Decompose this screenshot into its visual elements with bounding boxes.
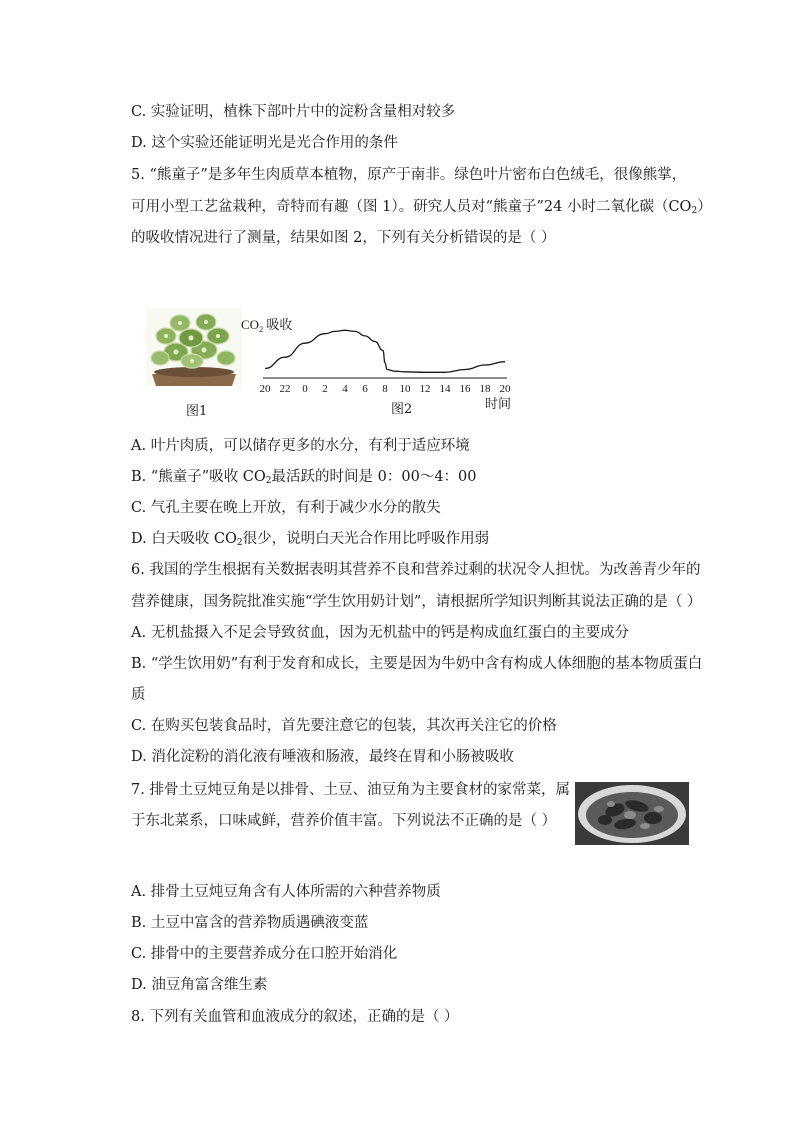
q6-option-c: C. 在购买包装食品时，首先要注意它的包装，其次再关注它的价格 xyxy=(131,718,557,734)
chart-x-tick-label: 6 xyxy=(362,383,368,395)
chart-x-tick-label: 14 xyxy=(439,383,451,395)
chart-x-tick-label: 20 xyxy=(499,383,511,395)
q5-option-b xyxy=(131,467,477,491)
q6-stem-line2: 营养健康，国务院批准实施“学生饮用奶计划”，请根据所学知识判断其说法正确的是（ ） xyxy=(131,594,702,610)
chart-x-tick-label: 4 xyxy=(342,383,348,395)
bear-paw-plant-image xyxy=(146,308,242,386)
chart-x-tick-label: 10 xyxy=(399,383,411,395)
q6-stem-line1: 6. 我国的学生根据有关数据表明其营养不良和营养过剩的状况令人担忧。为改善青少年的 xyxy=(131,562,701,578)
chart-x-tick-label: 16 xyxy=(459,383,471,395)
q5-option-d-text: D. 白天吸收 CO xyxy=(131,531,237,547)
q6-option-b-line2: 质 xyxy=(131,687,146,703)
q5-stem-line2-close: ） xyxy=(697,199,712,215)
co2-absorption-chart xyxy=(240,306,530,418)
q8-stem-line1: 8. 下列有关血管和血液成分的叙述，正确的是（ ） xyxy=(131,1009,459,1025)
q7-stem-line2: 于东北菜系，口味咸鲜，营养价值丰富。下列说法不正确的是（ ） xyxy=(131,813,557,829)
q5-stem-line2-subscript: 2 xyxy=(691,206,698,216)
q5-option-b-text: B. “熊童子”吸收 CO xyxy=(131,469,266,485)
q5-option-d-subscript: 2 xyxy=(236,538,243,548)
q6-option-a: A. 无机盐摄入不足会导致贫血，因为无机盐中的钙是构成血红蛋白的主要成分 xyxy=(131,625,630,641)
q7-option-b: B. 土豆中富含的营养物质遇碘液变蓝 xyxy=(131,915,369,931)
figure-1-caption: 图1 xyxy=(186,404,208,419)
chart-x-tick-label: 18 xyxy=(479,383,491,395)
q5-option-d-rest: 很少，说明白天光合作用比呼吸作用弱 xyxy=(242,531,490,547)
q5-stem-line2 xyxy=(131,197,712,221)
chart-x-tick-label: 12 xyxy=(419,383,431,395)
q5-stem-line1: 5. “熊童子”是多年生肉质草本植物，原产于南非。绿色叶片密布白色绒毛，很像熊掌， xyxy=(131,167,687,183)
q5-option-d xyxy=(131,529,489,553)
q5-stem-line2-text: 可用小型工艺盆栽种，奇特而有趣（图 1）。研究人员对“熊童子”24 小时二氧化碳（CO xyxy=(131,199,692,215)
chart-x-tick-label: 0 xyxy=(302,383,308,395)
chart-x-tick-label: 2 xyxy=(322,383,328,395)
chart-x-tick-label: 20 xyxy=(259,383,271,395)
q5-option-a: A. 叶片肉质，可以储存更多的水分，有利于适应环境 xyxy=(131,438,470,454)
q7-option-c: C. 排骨中的主要营养成分在口腔开始消化 xyxy=(131,946,398,962)
q5-option-b-subscript: 2 xyxy=(265,476,272,486)
q5-option-c: C. 气孔主要在晚上开放，有利于减少水分的散失 xyxy=(131,500,441,516)
q6-option-b-line1: B. “学生饮用奶”有利于发育和成长，主要是因为牛奶中含有构成人体细胞的基本物质蛋白 xyxy=(131,656,703,672)
chart-xlabel: 时间 xyxy=(485,396,512,411)
co2-absorption-line xyxy=(265,330,505,372)
pork-rib-potato-bean-stew-image xyxy=(575,782,689,845)
chart-ylabel: $CO_2$ 吸收 xyxy=(241,317,293,334)
chart-x-tick-label: 8 xyxy=(382,383,388,395)
q4-option-c: C. 实验证明，植株下部叶片中的淀粉含量相对较多 xyxy=(131,104,456,120)
q7-option-a: A. 排骨土豆炖豆角含有人体所需的六种营养物质 xyxy=(131,884,441,900)
figure-2-caption: 图2 xyxy=(391,402,413,417)
q5-option-b-rest: 最活跃的时间是 0：00～4：00 xyxy=(271,469,477,485)
q5-stem-line3: 的吸收情况进行了测量，结果如图 2，下列有关分析错误的是（ ） xyxy=(131,230,556,246)
q7-option-d: D. 油豆角富含维生素 xyxy=(131,977,268,993)
q6-option-d: D. 消化淀粉的消化液有唾液和肠液，最终在胃和小肠被吸收 xyxy=(131,749,514,765)
chart-x-tick-label: 22 xyxy=(279,383,291,395)
q4-option-d: D. 这个实验还能证明光是光合作用的条件 xyxy=(131,135,398,151)
q7-stem-line1: 7. 排骨土豆炖豆角是以排骨、土豆、油豆角为主要食材的家常菜，属 xyxy=(131,782,570,798)
